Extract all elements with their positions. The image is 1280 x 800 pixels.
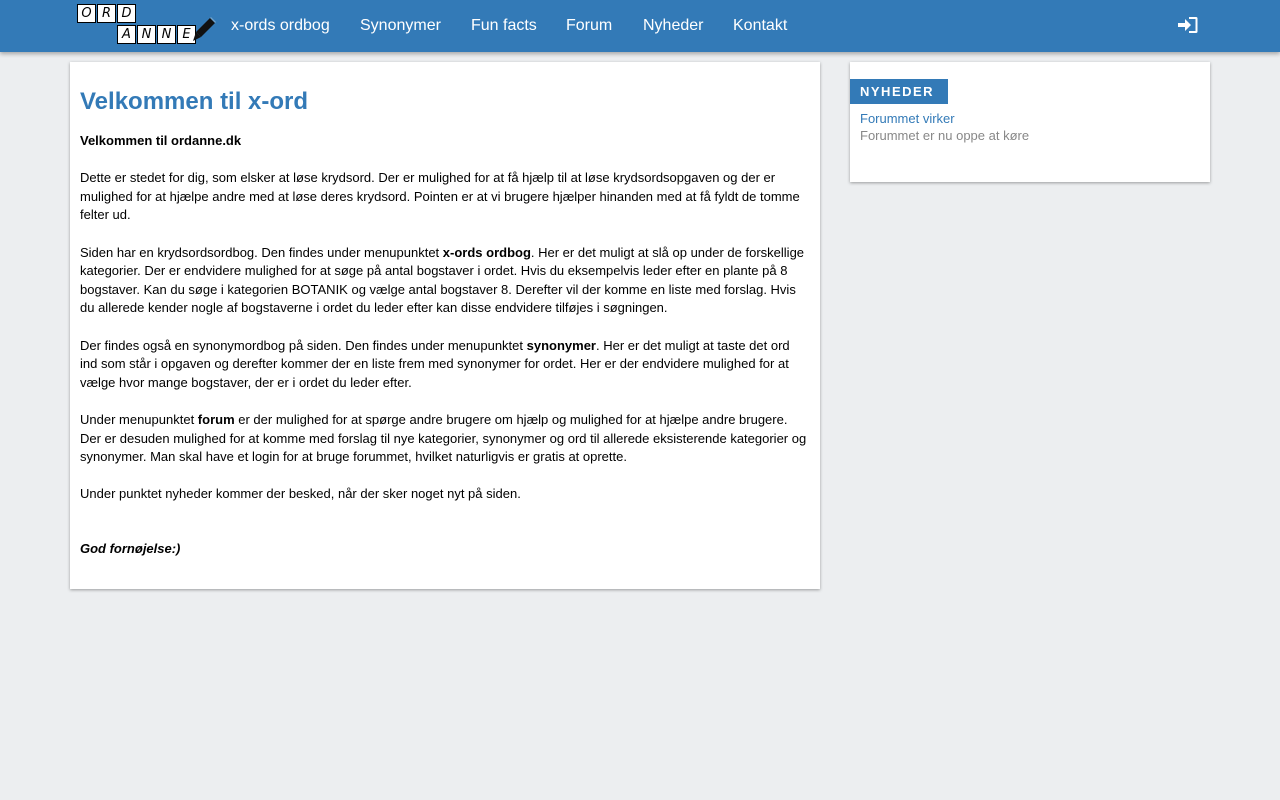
- nav-item-fun-facts[interactable]: Fun facts: [471, 17, 537, 34]
- paragraph-highlight: synonymer: [526, 337, 596, 353]
- paragraph-text: Under menupunktet: [80, 411, 198, 427]
- logo-letter: R: [97, 4, 116, 23]
- welcome-subtitle: Velkommen til ordanne.dk: [80, 133, 242, 148]
- nav-item-synonymer[interactable]: Synonymer: [360, 17, 441, 34]
- logo-letter: D: [117, 4, 136, 23]
- site-logo[interactable]: [77, 4, 217, 46]
- paragraph-forum: [80, 411, 810, 467]
- paragraph-text: . Her er det muligt at taste det ord ind som står i opgaven og derefter kommer der en liste frem med synonymer for ordet. Her er der endvidere mulighed for at vælge hvor mange bogstaver, der er i ordet du leder efter.: [80, 337, 790, 390]
- nav-item-nyheder[interactable]: Nyheder: [643, 17, 704, 34]
- nav-item-kontakt[interactable]: Kontakt: [733, 17, 788, 34]
- page-title: Velkommen til x-ord: [80, 88, 309, 115]
- news-card: [850, 62, 1210, 182]
- nav-item-forum[interactable]: Forum: [566, 17, 613, 34]
- paragraph-highlight: x-ords ordbog: [442, 244, 531, 260]
- news-heading: NYHEDER: [850, 79, 948, 104]
- paragraph-ordbog: [80, 244, 810, 318]
- paragraph-highlight: forum: [197, 411, 235, 427]
- logo-letter: O: [77, 4, 96, 23]
- logo-letter: N: [157, 25, 176, 44]
- paragraph-text: Siden har en krydsordsordbog. Den findes under menupunktet: [80, 244, 443, 260]
- logo-letter: E: [177, 25, 196, 44]
- top-navbar: [0, 0, 1280, 52]
- paragraph-nyheder: Under punktet nyheder kommer der besked, når der sker noget nyt på siden.: [80, 486, 521, 502]
- logo-letter: N: [137, 25, 156, 44]
- paragraph-text: Der findes også en synonymordbog på siden. Den findes under menupunktet: [80, 337, 527, 353]
- news-item-description: Forummet er nu oppe at køre: [860, 128, 1030, 143]
- paragraph-text: . Her er det muligt at slå op under de forskellige kategorier. Der er endvidere mulighed for at søge på antal bogstaver i ordet. Hvis du eksempelvis leder efter en plante på 8 bogstaver. Kan du søge i kategorien BOTANIK og vælge antal bogstaver 8. Derefter vil der komme en liste med forslag. Hvis du allerede kender nogle af bogstaverne i ordet du leder efter kan disse endvidere tilføjes i søgningen.: [80, 244, 805, 316]
- welcome-content: [80, 132, 810, 578]
- news-item-link[interactable]: Forummet virker: [860, 111, 955, 126]
- paragraph-text: er der mulighed for at spørge andre brugere om hjælp og mulighed for at hjælpe andre brugere. Der er desuden mulighed for at komme med forslag til nye kategorier, synonymer og ord til allerede eksisterende kategorier og synonymer. Man skal have et login for at bruge forummet, hvilket naturligvis er gratis at oprette.: [80, 411, 807, 465]
- pencil-icon: [191, 16, 217, 44]
- logo-letter: A: [117, 25, 136, 44]
- welcome-card: [70, 62, 820, 589]
- paragraph-intro: Dette er stedet for dig, som elsker at løse krydsord. Der er mulighed for at få hjælp til at løse krydsordsopgaven og der er mulighed for at hjælpe andre med at løse deres krydsord. Pointen er at vi brugere hjælper hinanden med at få fyldt de tomme felter ud.: [80, 170, 800, 223]
- spacer: [80, 522, 810, 540]
- nav-item-x-ords-ordbog[interactable]: x-ords ordbog: [231, 17, 330, 34]
- closing-text: God fornøjelse:): [80, 541, 181, 557]
- paragraph-synonymer: [80, 337, 810, 393]
- sign-in-icon[interactable]: [1178, 16, 1198, 34]
